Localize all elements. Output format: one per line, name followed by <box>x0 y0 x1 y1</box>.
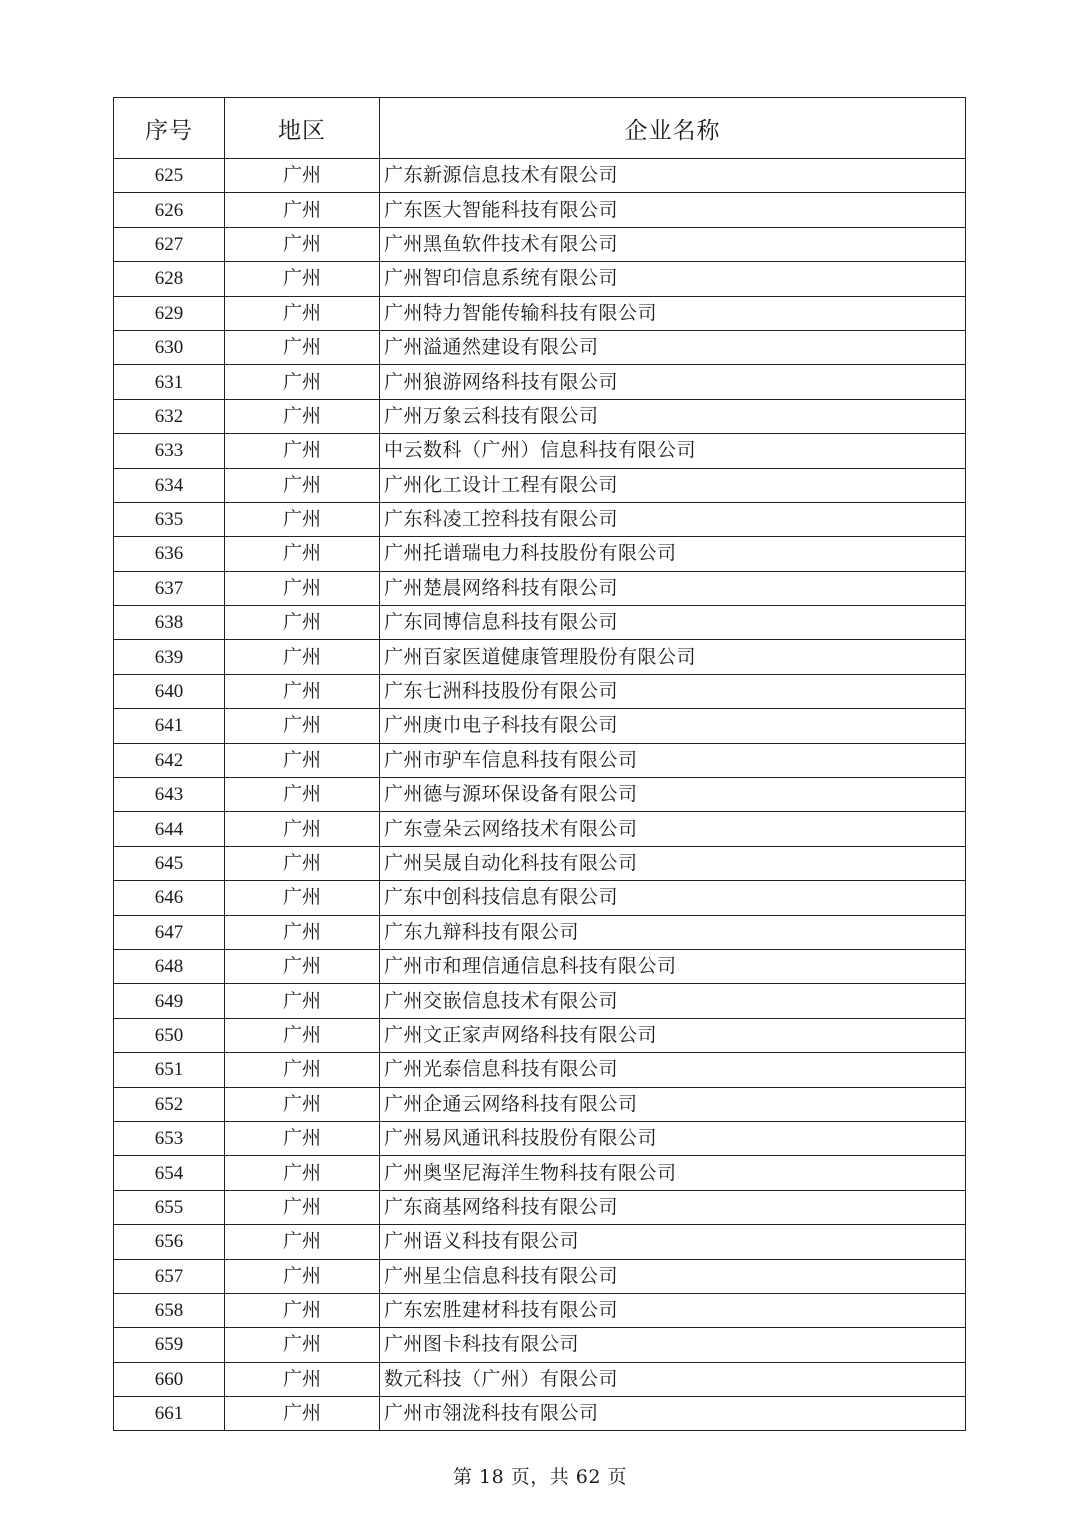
row-company-name: 广州特力智能传输科技有限公司 <box>380 296 966 330</box>
row-company-name: 广州狼游网络科技有限公司 <box>380 365 966 399</box>
row-region: 广州 <box>225 571 380 605</box>
table-row <box>114 193 966 227</box>
row-index: 632 <box>114 399 225 433</box>
header-row <box>114 98 966 159</box>
table-row <box>114 571 966 605</box>
table-row <box>114 1087 966 1121</box>
row-index: 628 <box>114 262 225 296</box>
row-index: 639 <box>114 640 225 674</box>
table-row <box>114 743 966 777</box>
table-row <box>114 709 966 743</box>
row-region: 广州 <box>225 193 380 227</box>
row-index: 629 <box>114 296 225 330</box>
row-company-name: 广州溢通然建设有限公司 <box>380 330 966 364</box>
table-row <box>114 606 966 640</box>
row-company-name: 广州化工设计工程有限公司 <box>380 468 966 502</box>
row-index: 640 <box>114 674 225 708</box>
row-company-name: 广东壹朵云网络技术有限公司 <box>380 812 966 846</box>
row-region: 广州 <box>225 778 380 812</box>
row-company-name: 广州黑鱼软件技术有限公司 <box>380 227 966 261</box>
row-region: 广州 <box>225 949 380 983</box>
row-region: 广州 <box>225 468 380 502</box>
table-row <box>114 915 966 949</box>
table-row <box>114 537 966 571</box>
row-index: 653 <box>114 1121 225 1155</box>
table-row <box>114 399 966 433</box>
row-region: 广州 <box>225 502 380 536</box>
row-index: 643 <box>114 778 225 812</box>
row-region: 广州 <box>225 846 380 880</box>
row-company-name: 广州庚巾电子科技有限公司 <box>380 709 966 743</box>
row-index: 633 <box>114 434 225 468</box>
row-region: 广州 <box>225 1087 380 1121</box>
row-index: 644 <box>114 812 225 846</box>
row-region: 广州 <box>225 881 380 915</box>
table-row <box>114 502 966 536</box>
row-index: 631 <box>114 365 225 399</box>
table-row <box>114 812 966 846</box>
row-region: 广州 <box>225 1259 380 1293</box>
table-row <box>114 1190 966 1224</box>
table-row <box>114 1259 966 1293</box>
row-region: 广州 <box>225 984 380 1018</box>
table-row <box>114 984 966 1018</box>
row-company-name: 广东宏胜建材科技有限公司 <box>380 1293 966 1327</box>
row-index: 659 <box>114 1328 225 1362</box>
row-company-name: 广州奥坚尼海洋生物科技有限公司 <box>380 1156 966 1190</box>
row-region: 广州 <box>225 1362 380 1396</box>
row-company-name: 广东七洲科技股份有限公司 <box>380 674 966 708</box>
row-index: 641 <box>114 709 225 743</box>
row-region: 广州 <box>225 812 380 846</box>
row-region: 广州 <box>225 537 380 571</box>
row-index: 657 <box>114 1259 225 1293</box>
row-index: 635 <box>114 502 225 536</box>
row-region: 广州 <box>225 1018 380 1052</box>
table-row <box>114 262 966 296</box>
table-row <box>114 330 966 364</box>
row-company-name: 广东同博信息科技有限公司 <box>380 606 966 640</box>
row-company-name: 广州语义科技有限公司 <box>380 1225 966 1259</box>
row-region: 广州 <box>225 227 380 261</box>
row-index: 650 <box>114 1018 225 1052</box>
table-row <box>114 674 966 708</box>
row-region: 广州 <box>225 1190 380 1224</box>
row-region: 广州 <box>225 365 380 399</box>
row-index: 638 <box>114 606 225 640</box>
row-index: 656 <box>114 1225 225 1259</box>
row-company-name: 广州市和理信通信息科技有限公司 <box>380 949 966 983</box>
row-region: 广州 <box>225 1397 380 1431</box>
row-region: 广州 <box>225 159 380 193</box>
row-index: 654 <box>114 1156 225 1190</box>
row-company-name: 广东商基网络科技有限公司 <box>380 1190 966 1224</box>
table-row <box>114 1053 966 1087</box>
row-index: 655 <box>114 1190 225 1224</box>
row-index: 651 <box>114 1053 225 1087</box>
row-region: 广州 <box>225 606 380 640</box>
table-row <box>114 1018 966 1052</box>
row-index: 658 <box>114 1293 225 1327</box>
row-company-name: 广东九辩科技有限公司 <box>380 915 966 949</box>
row-region: 广州 <box>225 915 380 949</box>
row-company-name: 数元科技（广州）有限公司 <box>380 1362 966 1396</box>
row-region: 广州 <box>225 330 380 364</box>
table-row <box>114 1362 966 1396</box>
row-company-name: 广州吴晟自动化科技有限公司 <box>380 846 966 880</box>
row-company-name: 广东中创科技信息有限公司 <box>380 881 966 915</box>
row-index: 649 <box>114 984 225 1018</box>
row-company-name: 广州德与源环保设备有限公司 <box>380 778 966 812</box>
row-region: 广州 <box>225 262 380 296</box>
row-company-name: 广东新源信息技术有限公司 <box>380 159 966 193</box>
row-index: 648 <box>114 949 225 983</box>
table-row <box>114 1156 966 1190</box>
header-company: 企业名称 <box>380 98 966 159</box>
row-region: 广州 <box>225 640 380 674</box>
row-company-name: 广州智印信息系统有限公司 <box>380 262 966 296</box>
table-row <box>114 1293 966 1327</box>
header-region: 地区 <box>225 98 380 159</box>
table-row <box>114 468 966 502</box>
table-row <box>114 434 966 468</box>
table-row <box>114 881 966 915</box>
row-company-name: 广州楚晨网络科技有限公司 <box>380 571 966 605</box>
row-company-name: 广州光泰信息科技有限公司 <box>380 1053 966 1087</box>
row-index: 625 <box>114 159 225 193</box>
row-index: 642 <box>114 743 225 777</box>
row-company-name: 广州星尘信息科技有限公司 <box>380 1259 966 1293</box>
page-number-footer: 第 18 页，共 62 页 <box>452 1466 627 1488</box>
row-company-name: 广州易风通讯科技股份有限公司 <box>380 1121 966 1155</box>
table-body <box>114 159 966 1431</box>
row-company-name: 广东科凌工控科技有限公司 <box>380 502 966 536</box>
row-region: 广州 <box>225 1328 380 1362</box>
row-index: 646 <box>114 881 225 915</box>
table-row <box>114 227 966 261</box>
row-region: 广州 <box>225 743 380 777</box>
row-index: 636 <box>114 537 225 571</box>
row-region: 广州 <box>225 1225 380 1259</box>
row-index: 634 <box>114 468 225 502</box>
row-company-name: 中云数科（广州）信息科技有限公司 <box>380 434 966 468</box>
table-row <box>114 1121 966 1155</box>
row-index: 652 <box>114 1087 225 1121</box>
row-region: 广州 <box>225 674 380 708</box>
row-company-name: 广州百家医道健康管理股份有限公司 <box>380 640 966 674</box>
row-region: 广州 <box>225 1156 380 1190</box>
table-row <box>114 949 966 983</box>
table-row <box>114 159 966 193</box>
table-row <box>114 1397 966 1431</box>
row-region: 广州 <box>225 1121 380 1155</box>
table-row <box>114 778 966 812</box>
row-company-name: 广州万象云科技有限公司 <box>380 399 966 433</box>
row-company-name: 广州托谱瑞电力科技股份有限公司 <box>380 537 966 571</box>
row-region: 广州 <box>225 1293 380 1327</box>
table-row <box>114 365 966 399</box>
row-region: 广州 <box>225 709 380 743</box>
table-row <box>114 1328 966 1362</box>
row-index: 647 <box>114 915 225 949</box>
row-index: 660 <box>114 1362 225 1396</box>
row-region: 广州 <box>225 1053 380 1087</box>
row-company-name: 广东医大智能科技有限公司 <box>380 193 966 227</box>
row-region: 广州 <box>225 399 380 433</box>
row-company-name: 广州图卡科技有限公司 <box>380 1328 966 1362</box>
row-company-name: 广州交嵌信息技术有限公司 <box>380 984 966 1018</box>
table-row <box>114 296 966 330</box>
row-index: 627 <box>114 227 225 261</box>
row-company-name: 广州市翎泷科技有限公司 <box>380 1397 966 1431</box>
row-company-name: 广州文正家声网络科技有限公司 <box>380 1018 966 1052</box>
row-index: 630 <box>114 330 225 364</box>
table-row <box>114 846 966 880</box>
table-row <box>114 640 966 674</box>
row-region: 广州 <box>225 434 380 468</box>
table-row <box>114 1225 966 1259</box>
row-region: 广州 <box>225 296 380 330</box>
row-index: 637 <box>114 571 225 605</box>
row-index: 626 <box>114 193 225 227</box>
row-index: 661 <box>114 1397 225 1431</box>
company-table <box>113 97 966 1431</box>
row-index: 645 <box>114 846 225 880</box>
row-company-name: 广州企通云网络科技有限公司 <box>380 1087 966 1121</box>
table-header <box>114 98 966 159</box>
row-company-name: 广州市驴车信息科技有限公司 <box>380 743 966 777</box>
header-index: 序号 <box>114 98 225 159</box>
